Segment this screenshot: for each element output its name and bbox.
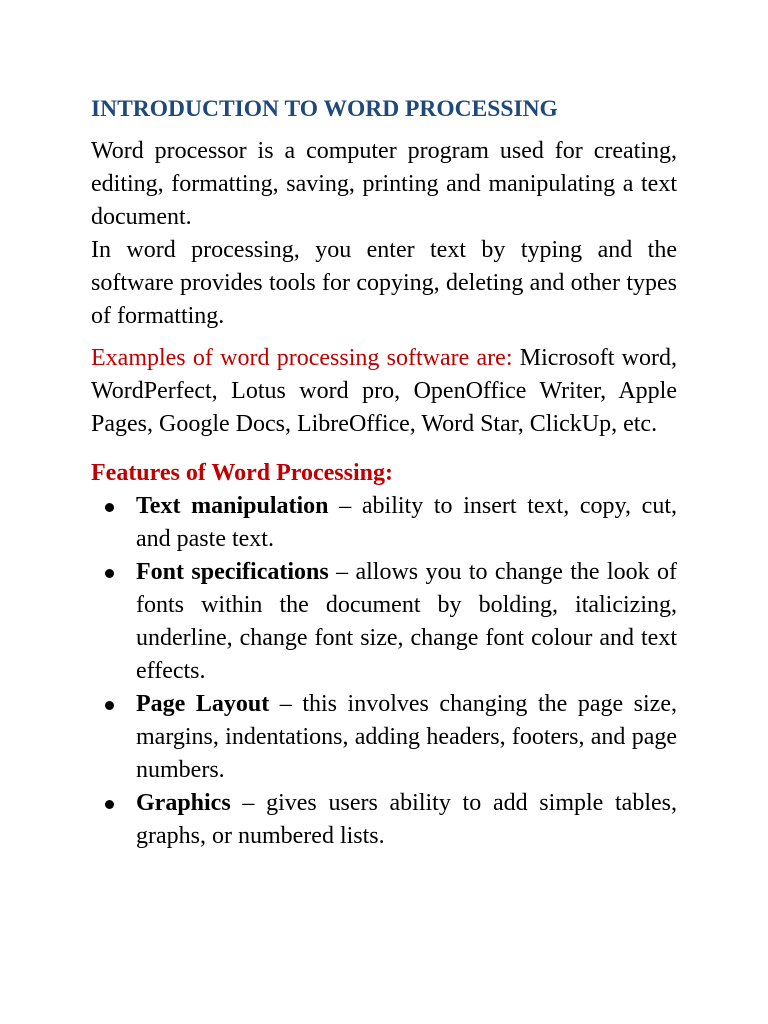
intro-paragraph-2: In word processing, you enter text by typing and the software provides tools for copying, deleting and other types of formatting. <box>91 237 677 329</box>
feature-term: Page Layout <box>136 691 270 717</box>
bullet-icon <box>105 800 114 809</box>
features-heading: Features of Word Processing: <box>91 460 393 486</box>
intro-paragraph-1: Word processor is a computer program used for creating, editing, formatting, saving, printing and manipulating a text document. <box>91 138 677 230</box>
feature-term: Graphics <box>136 790 231 816</box>
page-title: INTRODUCTION TO WORD PROCESSING <box>91 96 558 122</box>
feature-description: – gives users ability to add simple tables, graphs, or numbered lists. <box>136 790 677 849</box>
feature-term: Font specifications <box>136 559 329 585</box>
feature-description: – allows you to change the look of fonts within the document by bolding, italicizing, underline, change font size, change font colour and text effects. <box>136 559 677 684</box>
list-item <box>91 688 677 787</box>
feature-term: Text manipulation <box>136 493 329 519</box>
bullet-icon <box>105 503 114 512</box>
document-page <box>91 93 677 853</box>
feature-description: – ability to insert text, copy, cut, and paste text. <box>136 493 678 552</box>
examples-label: Examples of word processing software are: <box>91 345 513 371</box>
features-list <box>91 490 677 853</box>
bullet-icon <box>105 569 114 578</box>
list-item <box>91 556 677 688</box>
list-item <box>91 787 677 853</box>
feature-description: – this involves changing the page size, margins, indentations, adding headers, footers, and page numbers. <box>136 691 677 783</box>
examples-paragraph <box>91 342 677 441</box>
examples-list-text: Microsoft word, WordPerfect, Lotus word pro, OpenOffice Writer, Apple Pages, Google Docs, LibreOffice, Word Star, ClickUp, etc. <box>91 345 678 437</box>
bullet-icon <box>105 701 114 710</box>
list-item <box>91 490 677 556</box>
